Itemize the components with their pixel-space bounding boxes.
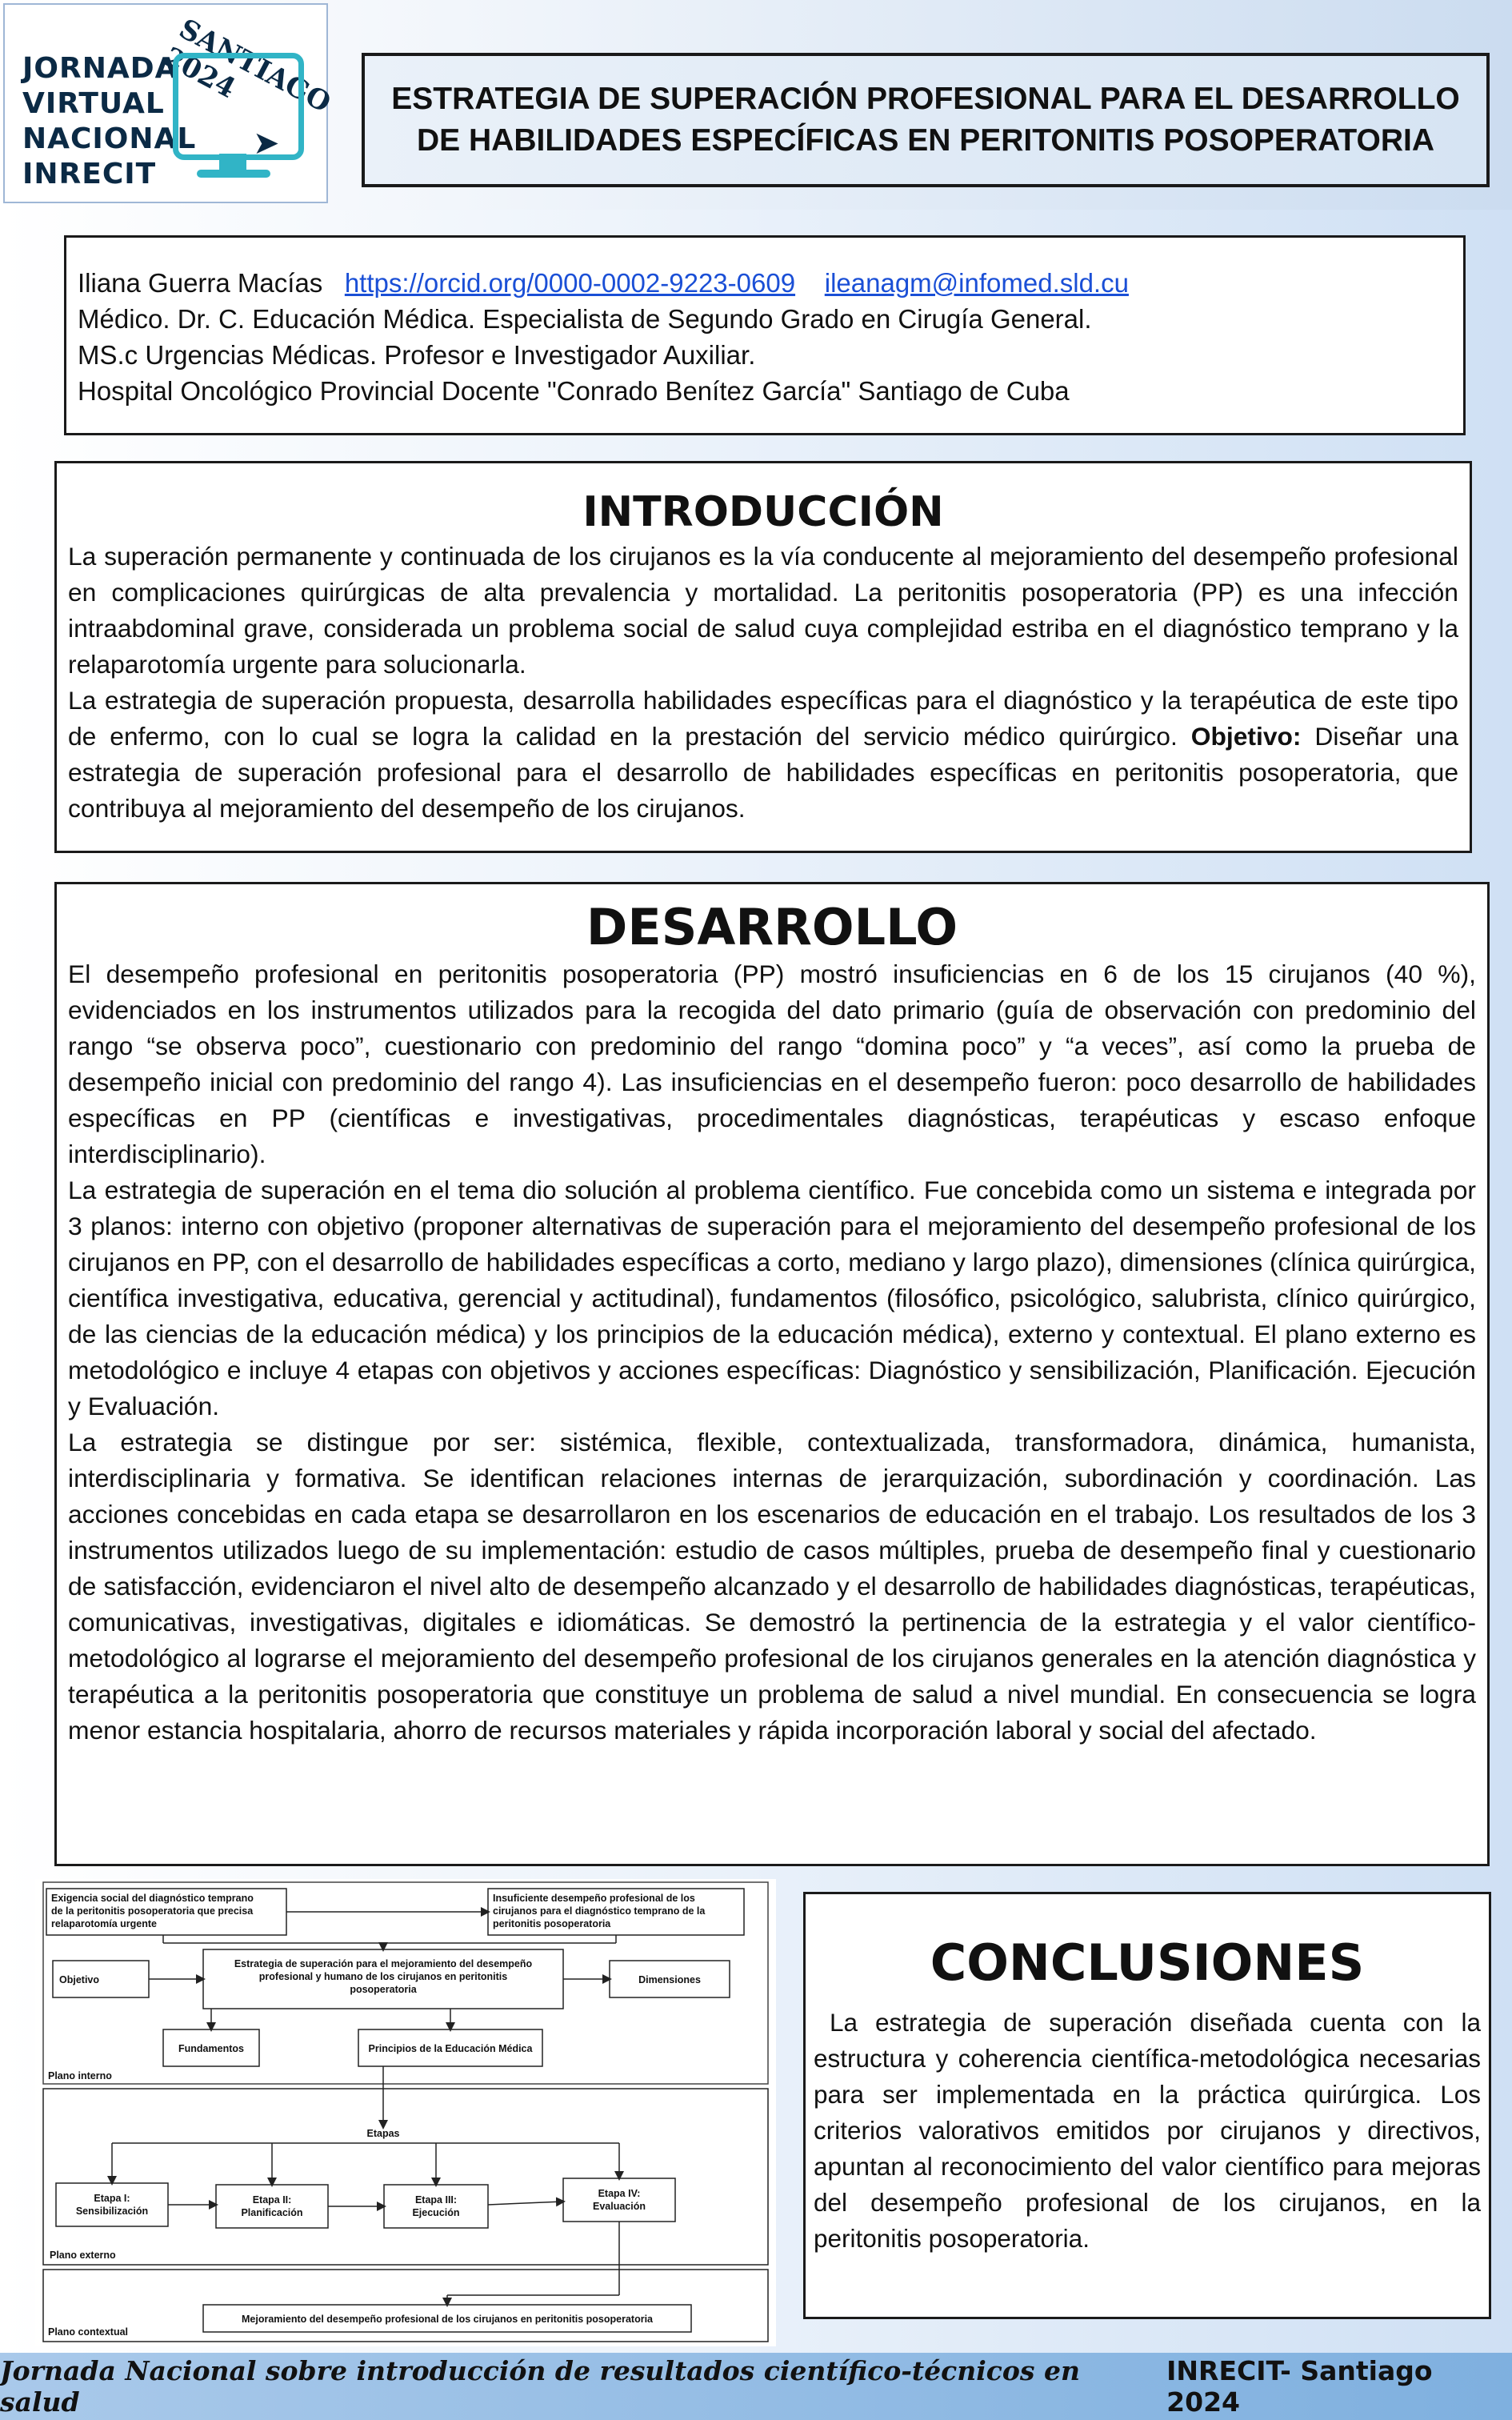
diagram-exigencia-label: Exigencia social del diagnóstico temprano (51, 1893, 254, 1904)
logo-line: JORNADA (22, 52, 178, 85)
diagram-plano-interno-label: Plano interno (48, 2070, 112, 2081)
event-logo (3, 3, 336, 203)
diagram-etapa4-label: Evaluación (593, 2201, 646, 2212)
author-name: Iliana Guerra Macías (78, 268, 323, 298)
development-paragraph: La estrategia de superación en el tema dio solución al problema científico. Fue concebida como un sistema e integrada por 3 planos: interno con objetivo (proponer alternativas de superación para el mejoramiento del desempeño profesional de los cirujanos en PP, con el desarrollo de habilidades específicas a corto, mediano y largo plazo), dimensiones (clínica quirúrgica, científica investigativa, educativa, gerencial y actitudinal), fundamentos (filosófico, psicológico, salubrista, clínico quirúrgico, de las ciencias de la educación médica) y los principios de la educación médica), externo y contextual. El plano externo es metodológico e incluye 4 etapas con objetivos y acciones específicas: Diagnóstico y sensibilización, Planificación. Ejecución y Evaluación. (68, 1176, 1476, 1420)
diagram-etapa1-label: Etapa I: (94, 2193, 130, 2204)
logo-line: INRECIT (22, 158, 157, 190)
diagram-estrategia-label: Estrategia de superación para el mejoramiento del desempeño (234, 1958, 533, 1969)
diagram-etapa3-label: Ejecución (412, 2207, 460, 2218)
diagram-principios-label: Principios de la Educación Médica (368, 2043, 533, 2054)
author-box (64, 235, 1466, 435)
strategy-diagram-svg (35, 1879, 776, 2346)
diagram-labels (48, 1893, 706, 2338)
footer-event-name: INRECIT- Santiago 2024 (1166, 2355, 1433, 2418)
diagram-etapa2-label: Etapa II: (252, 2194, 292, 2206)
objective-label: Objetivo: (1190, 722, 1302, 751)
diagram-fundamentos-label: Fundamentos (178, 2043, 244, 2054)
diagram-etapa2-label: Planificación (241, 2207, 303, 2218)
author-credentials: Médico. Dr. C. Educación Médica. Especialista de Segundo Grado en Cirugía General. (78, 304, 1092, 334)
poster-title: ESTRATEGIA DE SUPERACIÓN PROFESIONAL PARA EL DESARROLLO DE HABILIDADES ESPECÍFICAS EN PERITONITIS POSOPERATORIA (362, 53, 1490, 187)
orcid-link[interactable]: https://orcid.org/0000-0002-9223-0609 (344, 268, 796, 298)
objective-text: Diseñar una estrategia de superación profesional para el desarrollo de habilidades específicas en peritonitis posoperatoria, que contribuya al mejoramiento del desempeño de los cirujanos. (68, 722, 1458, 823)
development-heading: DESARROLLO (586, 898, 958, 956)
strategy-diagram (35, 1879, 776, 2346)
monitor-base-icon (197, 170, 270, 178)
diagram-insuficiente-label: Insuficiente desempeño profesional de los (493, 1893, 695, 1904)
introduction-section (54, 461, 1472, 853)
conclusions-paragraph: La estrategia de superación diseñada cuenta con la estructura y coherencia científica-metodológica necesarias para ser implementada en la práctica quirúrgica. Los criterios valorativos emitidos por cirujanos y directivos, apuntan al reconocimiento del valor científico para mejoras del desempeño profesional de los cirujanos, en la peritonitis posoperatoria. (814, 2008, 1481, 2253)
diagram-insuficiente-label: cirujanos para el diagnóstico temprano de la (493, 1905, 706, 1917)
email-link[interactable]: ileanagm@infomed.sld.cu (824, 268, 1129, 298)
monitor-stand-icon (219, 154, 246, 171)
logo-text (22, 51, 196, 192)
introduction-heading: INTRODUCCIÓN (582, 488, 944, 536)
logo-line: NACIONAL (22, 122, 197, 155)
logo-arc-text: SANTIAGO 2024 (158, 13, 336, 120)
monitor-icon (173, 53, 304, 160)
conclusions-heading: CONCLUSIONES (930, 1933, 1365, 1992)
author-degrees: MS.c Urgencias Médicas. Profesor e Investigador Auxiliar. (78, 340, 756, 370)
diagram-objetivo-label: Objetivo (59, 1974, 100, 1985)
development-paragraph: El desempeño profesional en peritonitis posoperatoria (PP) mostró insuficiencias en 6 de los 15 cirujanos (40 %), evidenciados en los instrumentos utilizados para la recogida del dato primario (guía de observación con predominio del rango “se observa poco”, cuestionario con predominio del rango “domina poco” y “a veces”, así como la prueba de desempeño inicial con predominio del rango 4). Las insuficiencias en el desempeño fueron: poco desarrollo de habilidades específicas en PP (científicas e investigativas, procedimentales diagnósticas, terapéuticas y escaso enfoque interdisciplinario). (68, 960, 1476, 1168)
introduction-paragraph (68, 683, 1458, 827)
diagram-estrategia-label: profesional y humano de los cirujanos en peritonitis (258, 1971, 508, 1982)
logo-line: VIRTUAL (22, 87, 165, 120)
diagram-dimensiones-label: Dimensiones (638, 1974, 701, 1985)
diagram-etapa4-label: Etapa IV: (598, 2188, 641, 2199)
development-section (54, 882, 1490, 1866)
diagram-exigencia-label: relaparotomía urgente (51, 1918, 157, 1929)
footer-script-text: Jornada Nacional sobre introducción de resultados científico-técnicos en salud (0, 2355, 1080, 2418)
diagram-plano-contextual-label: Plano contextual (48, 2326, 129, 2338)
diagram-plano-externo-label: Plano externo (50, 2250, 116, 2261)
diagram-etapas-label: Etapas (366, 2128, 400, 2139)
diagram-etapa3-label: Etapa III: (414, 2194, 458, 2206)
diagram-insuficiente-label: peritonitis posoperatoria (493, 1918, 611, 1929)
author-affiliation: Hospital Oncológico Provincial Docente "Conrado Benítez García" Santiago de Cuba (78, 376, 1070, 406)
diagram-mejoramiento-label: Mejoramiento del desempeño profesional de los cirujanos en peritonitis posoperatoria (242, 2314, 653, 2325)
introduction-paragraph: La superación permanente y continuada de los cirujanos es la vía conducente al mejoramiento del desempeño profesional en complicaciones quirúrgicas de alta prevalencia y mortalidad. La peritonitis posoperatoria (PP) es una infección intraabdominal grave, considerada un problema social de salud cuya complejidad estriba en el diagnóstico temprano y la relaparotomía urgente para solucionarla. (68, 542, 1458, 679)
cursor-icon: ➤ (253, 126, 280, 161)
conclusions-section (803, 1892, 1491, 2319)
development-paragraph: La estrategia se distingue por ser: sistémica, flexible, contextualizada, transformadora, dinámica, humanista, interdisciplinaria y formativa. Se identifican relaciones internas de jerarquización, subordinación y coordinación. Las acciones concebidas en cada etapa se desarrollaron en los escenarios de educación en el trabajo. Los resultados de los 3 instrumentos utilizados luego de su implementación: estudio de casos múltiples, prueba de desempeño final y cuestionario de satisfacción, evidenciaron el nivel alto de desempeño alcanzado y el desarrollo de habilidades diagnósticas, terapéuticas, comunicativas, investigativas, digitales e idiomáticas. Se demostró la pertinencia de la estrategia y el valor científico-metodológico al lograrse el mejoramiento del desempeño profesional de los cirujanos generales en la atención diagnóstica y terapéutica a la peritonitis posoperatoria que constituye un problema de salud a nivel mundial. En consecuencia se logra menor estancia hospitalaria, ahorro de recursos materiales y rápida incorporación laboral y social del afectado. (68, 1428, 1476, 1745)
diagram-etapa1-label: Sensibilización (75, 2206, 149, 2217)
introduction-text: La estrategia de superación propuesta, desarrolla habilidades específicas para el diagnóstico y la terapéutica de este tipo de enfermo, con lo cual se logra la calidad en la prestación del servicio médico quirúrgico. (68, 686, 1458, 751)
footer-banner (0, 2353, 1512, 2420)
author-line-1 (78, 265, 1452, 301)
diagram-estrategia-label: posoperatoria (350, 1984, 417, 1995)
diagram-exigencia-label: de la peritonitis posoperatoria que precisa (51, 1905, 254, 1917)
